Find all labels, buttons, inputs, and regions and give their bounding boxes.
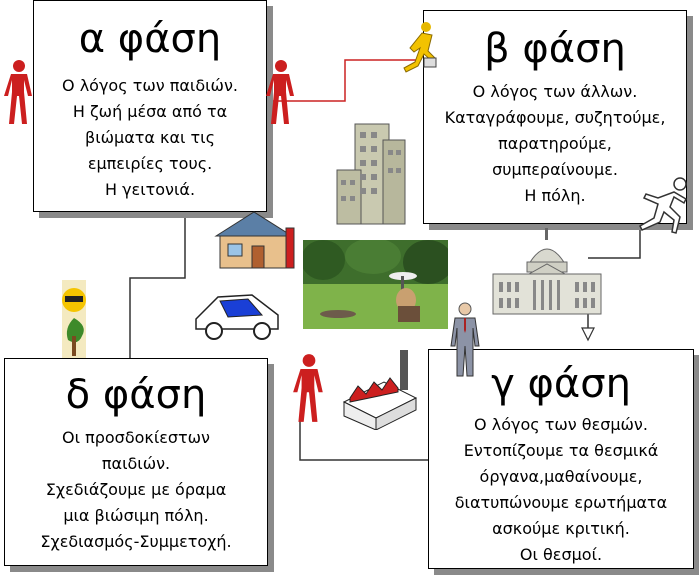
arrowhead-down [582, 328, 594, 340]
connector-d-a [130, 212, 185, 358]
phase-a-box [33, 0, 267, 212]
person-red-icon [2, 58, 36, 126]
park-photo [303, 240, 448, 329]
car-icon [190, 285, 285, 345]
phase-d-box [4, 358, 268, 566]
runner-outline-icon [636, 176, 698, 234]
phase-a-title: α φάση [78, 16, 222, 62]
person-red-icon [290, 352, 328, 424]
capitol-building-icon [489, 226, 605, 318]
phase-b-text: Ο λόγος των άλλων. Καταγράφουμε, συζητούμε, παρατηρούμε, συμπεραίνουμε. Η πόλη. [444, 82, 666, 205]
phase-c-title: γ φάση [491, 361, 631, 407]
runner-yellow-icon [396, 20, 444, 86]
businessman-icon [448, 300, 482, 378]
phase-c-text: Ο λόγος των θεσμών. Εντοπίζουμε τα θεσμικά όργανα,μαθαίνουμε, διατυπώνουμε ερωτήματα ασκούμε κριτική. Οι θεσμοί. [454, 415, 668, 564]
phase-b-title: β φάση [484, 26, 626, 72]
house-icon [208, 208, 298, 270]
phase-d-title: δ φάση [65, 372, 207, 418]
factory-icon [340, 346, 420, 430]
person-red-icon [264, 58, 298, 126]
phase-c-box [428, 349, 694, 569]
buildings-icon [333, 118, 411, 226]
phase-a-text: Ο λόγος των παιδιών. Η ζωή μέσα από τα βιώματα και τις εμπειρίες τους. Η γειτονιά. [62, 76, 238, 199]
sun-tree-icon [54, 278, 94, 360]
phase-d-text: Οι προσδοκίεστων παιδιών. Σχεδιάζουμε με όραμα μια βιώσιμη πόλη. Σχεδιασμός-Συμμετοχή. [40, 428, 232, 551]
